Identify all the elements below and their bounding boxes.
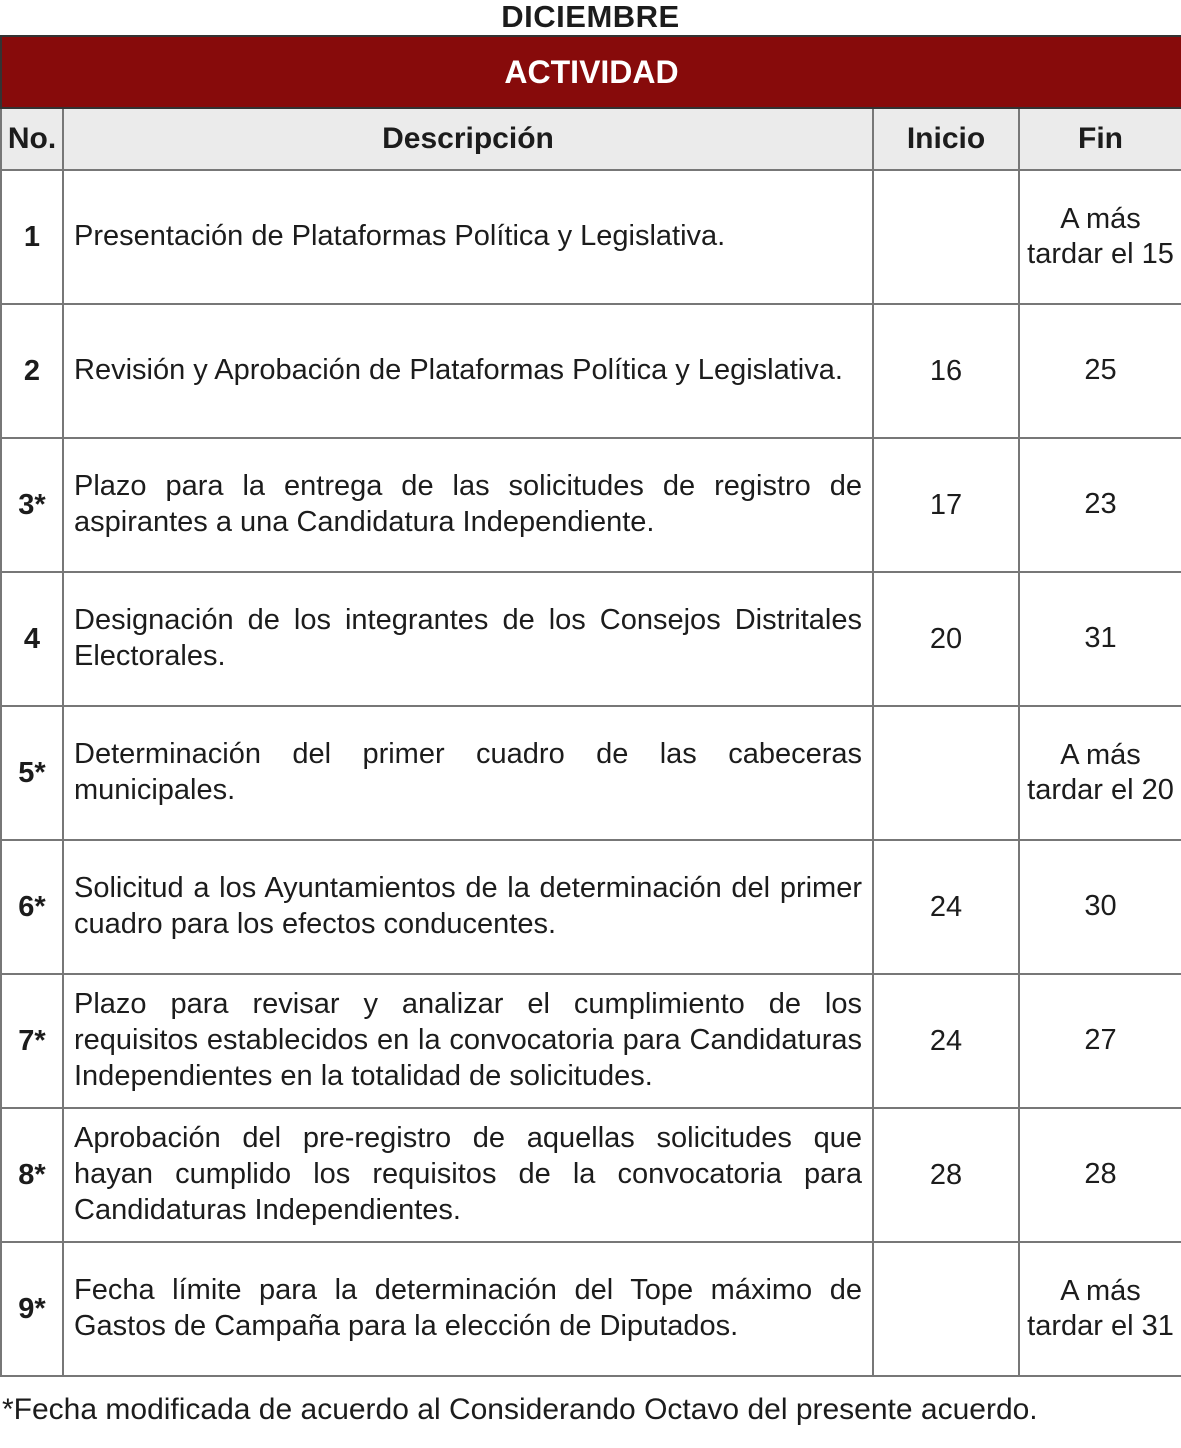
table-row bbox=[1, 304, 1181, 438]
row-number: 3* bbox=[1, 438, 63, 572]
table-row bbox=[1, 706, 1181, 840]
footnote: *Fecha modificada de acuerdo al Considerando Octavo del presente acuerdo. bbox=[2, 1393, 1038, 1426]
row-description: Designación de los integrantes de los Consejos Distritales Electorales. bbox=[63, 572, 873, 706]
row-inicio bbox=[873, 1242, 1019, 1376]
row-number: 6* bbox=[1, 840, 63, 974]
column-header-inicio: Inicio bbox=[873, 108, 1019, 170]
row-description: Determinación del primer cuadro de las cabeceras municipales. bbox=[63, 706, 873, 840]
table-row bbox=[1, 170, 1181, 304]
row-fin: 27 bbox=[1019, 974, 1181, 1108]
row-number: 8* bbox=[1, 1108, 63, 1242]
row-number: 9* bbox=[1, 1242, 63, 1376]
row-inicio bbox=[873, 706, 1019, 840]
row-number: 5* bbox=[1, 706, 63, 840]
table-row bbox=[1, 438, 1181, 572]
row-inicio: 16 bbox=[873, 304, 1019, 438]
column-header-fin: Fin bbox=[1019, 108, 1181, 170]
column-header-no: No. bbox=[1, 108, 63, 170]
row-description: Plazo para la entrega de las solicitudes de registro de aspirantes a una Candidatura Independiente. bbox=[63, 438, 873, 572]
row-inicio: 20 bbox=[873, 572, 1019, 706]
row-description: Presentación de Plataformas Política y Legislativa. bbox=[63, 170, 873, 304]
row-number: 7* bbox=[1, 974, 63, 1108]
table-row bbox=[1, 974, 1181, 1108]
activity-table bbox=[0, 35, 1181, 1377]
row-fin: 31 bbox=[1019, 572, 1181, 706]
table-row bbox=[1, 1108, 1181, 1242]
row-description: Revisión y Aprobación de Plataformas Política y Legislativa. bbox=[63, 304, 873, 438]
row-inicio: 24 bbox=[873, 974, 1019, 1108]
row-fin: 25 bbox=[1019, 304, 1181, 438]
column-header-descripcion: Descripción bbox=[63, 108, 873, 170]
row-fin: A más tardar el 15 bbox=[1019, 170, 1181, 304]
row-description: Aprobación del pre-registro de aquellas solicitudes que hayan cumplido los requisitos de la convocatoria para Candidaturas Independientes. bbox=[63, 1108, 873, 1242]
row-description: Plazo para revisar y analizar el cumplimiento de los requisitos establecidos en la convocatoria para Candidaturas Independientes en la totalidad de solicitudes. bbox=[63, 974, 873, 1108]
band-title: ACTIVIDAD bbox=[1, 36, 1181, 108]
row-description: Fecha límite para la determinación del Tope máximo de Gastos de Campaña para la elección de Diputados. bbox=[63, 1242, 873, 1376]
table-row bbox=[1, 840, 1181, 974]
row-inicio: 28 bbox=[873, 1108, 1019, 1242]
row-inicio bbox=[873, 170, 1019, 304]
table-row bbox=[1, 1242, 1181, 1376]
band-row bbox=[1, 36, 1181, 108]
row-fin: 23 bbox=[1019, 438, 1181, 572]
row-inicio: 24 bbox=[873, 840, 1019, 974]
row-fin: A más tardar el 20 bbox=[1019, 706, 1181, 840]
row-fin: A más tardar el 31 bbox=[1019, 1242, 1181, 1376]
page-title: DICIEMBRE bbox=[501, 0, 680, 34]
row-inicio: 17 bbox=[873, 438, 1019, 572]
header-row bbox=[1, 108, 1181, 170]
row-number: 4 bbox=[1, 572, 63, 706]
row-number: 2 bbox=[1, 304, 63, 438]
table-row bbox=[1, 572, 1181, 706]
row-number: 1 bbox=[1, 170, 63, 304]
row-description: Solicitud a los Ayuntamientos de la determinación del primer cuadro para los efectos conducentes. bbox=[63, 840, 873, 974]
row-fin: 30 bbox=[1019, 840, 1181, 974]
row-fin: 28 bbox=[1019, 1108, 1181, 1242]
